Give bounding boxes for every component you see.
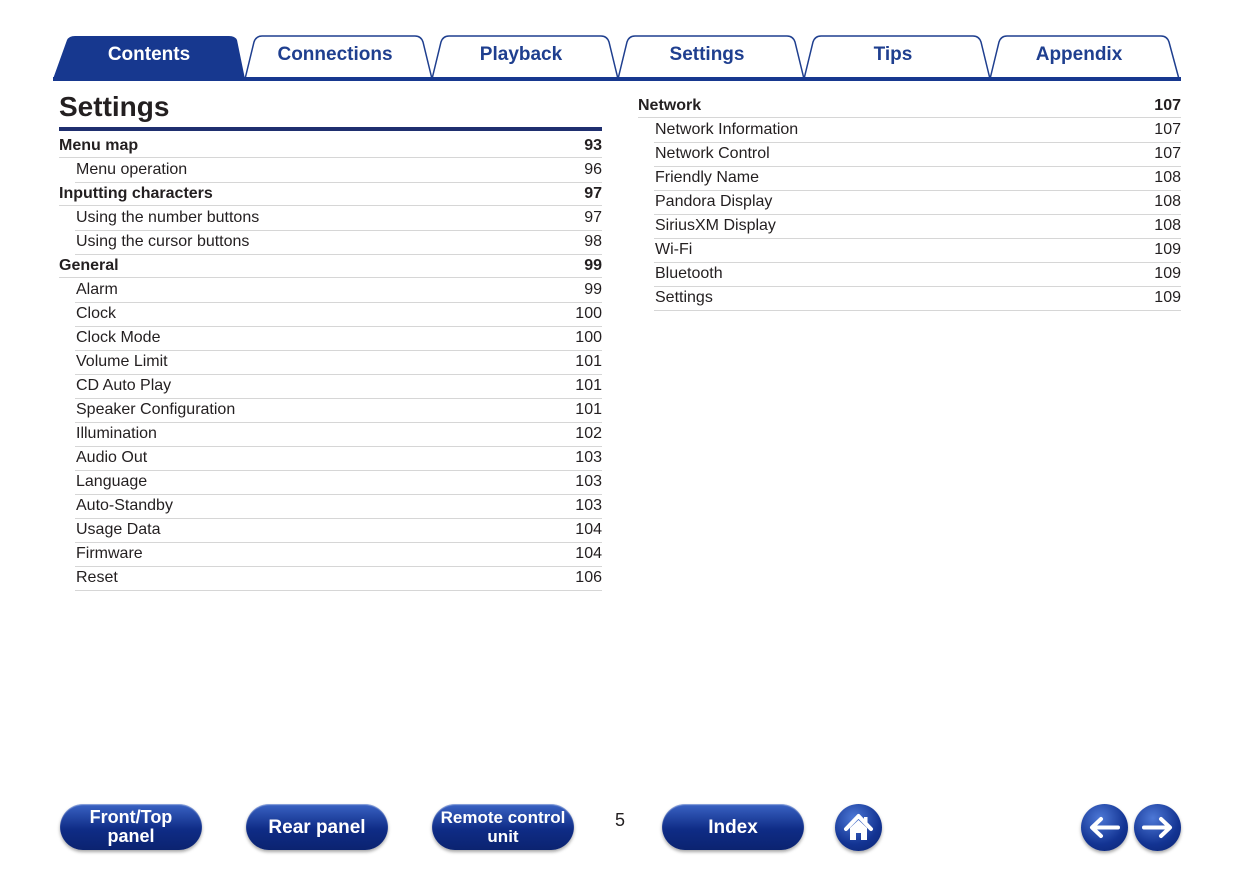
toc-entry-label: CD Auto Play xyxy=(76,377,172,394)
toc-entry-label: Network xyxy=(638,97,702,114)
toc-entry[interactable] xyxy=(638,238,1181,262)
tab-bar xyxy=(53,34,1181,81)
toc-entry[interactable] xyxy=(638,286,1181,310)
toc-entry-page: 107 xyxy=(1154,145,1181,162)
toc-entry-page: 102 xyxy=(575,425,602,442)
toc-entry[interactable] xyxy=(638,190,1181,214)
toc-entry-label: Speaker Configuration xyxy=(76,401,236,418)
toc-entry-label: Firmware xyxy=(76,545,143,562)
toc-entry-page: 104 xyxy=(575,521,602,538)
toc-entry-page: 107 xyxy=(1154,97,1181,114)
toc-entry-label: Reset xyxy=(76,569,118,586)
left-toc xyxy=(59,134,602,590)
toc-entry[interactable] xyxy=(59,326,602,350)
remote-control-label-line2: unit xyxy=(487,827,519,846)
toc-entry-label: Bluetooth xyxy=(655,265,723,282)
toc-entry-page: 97 xyxy=(584,209,602,226)
toc-entry[interactable] xyxy=(59,206,602,230)
arrow-right-icon xyxy=(1134,804,1181,851)
toc-entry-label: Menu map xyxy=(59,137,139,154)
toc-entry-label: Friendly Name xyxy=(655,169,760,186)
rear-panel-button[interactable] xyxy=(246,804,388,850)
toc-entry-page: 107 xyxy=(1154,121,1181,138)
tab-contents[interactable]: Contents xyxy=(107,44,191,65)
toc-entry-label: Using the number buttons xyxy=(76,209,260,226)
index-button[interactable] xyxy=(662,804,804,850)
toc-entry[interactable] xyxy=(638,118,1181,142)
toc-entry-page: 100 xyxy=(575,305,602,322)
toc-entry[interactable] xyxy=(59,470,602,494)
toc-entry-page: 100 xyxy=(575,329,602,346)
toc-entry-label: Menu operation xyxy=(76,161,188,178)
toc-entry-page: 96 xyxy=(584,161,602,178)
toc-entry-page: 108 xyxy=(1154,193,1181,210)
page-number: 5 xyxy=(614,810,625,830)
toc-entry-page: 93 xyxy=(584,137,602,154)
remote-control-label-line1: Remote control xyxy=(440,808,566,827)
toc-entry[interactable] xyxy=(59,398,602,422)
toc-entry[interactable] xyxy=(59,446,602,470)
home-button[interactable] xyxy=(835,804,882,851)
home-icon xyxy=(835,804,882,851)
toc-entry-label: Clock Mode xyxy=(76,329,161,346)
toc-entry-label: Clock xyxy=(76,305,117,322)
tab-playback[interactable]: Playback xyxy=(479,44,563,65)
toc-entry[interactable] xyxy=(59,158,602,182)
toc-entry-page: 108 xyxy=(1154,169,1181,186)
tab-appendix[interactable]: Appendix xyxy=(1035,44,1123,65)
toc-entry[interactable] xyxy=(59,302,602,326)
toc-entry-label: Wi-Fi xyxy=(655,241,693,258)
toc-entry-label: Inputting characters xyxy=(59,185,213,202)
toc-entry[interactable] xyxy=(59,566,602,590)
arrow-left-icon xyxy=(1081,804,1128,851)
toc-entry-label: Volume Limit xyxy=(76,353,168,370)
right-toc xyxy=(638,94,1181,310)
toc-entry-page: 99 xyxy=(584,281,602,298)
toc-entry[interactable] xyxy=(59,350,602,374)
toc-entry-label: Language xyxy=(76,473,148,490)
front-top-panel-label-line2: panel xyxy=(107,826,155,846)
toc-entry-page: 101 xyxy=(575,401,602,418)
toc-entry-page: 99 xyxy=(584,257,602,274)
toc-entry-page: 109 xyxy=(1154,241,1181,258)
toc-entry[interactable] xyxy=(59,374,602,398)
toc-entry[interactable] xyxy=(59,230,602,254)
remote-control-unit-button[interactable] xyxy=(432,804,574,850)
toc-entry-label: Network Control xyxy=(655,145,770,162)
front-top-panel-button[interactable] xyxy=(60,804,202,850)
toc-entry-page: 101 xyxy=(575,353,602,370)
tab-baseline xyxy=(53,77,1181,81)
toc-heading[interactable] xyxy=(638,94,1181,118)
toc-entry-label: Using the cursor buttons xyxy=(76,233,250,250)
toc-entry-label: Usage Data xyxy=(76,521,161,538)
toc-entry-page: 109 xyxy=(1154,265,1181,282)
toc-entry-label: Pandora Display xyxy=(655,193,773,210)
toc-heading[interactable] xyxy=(59,254,602,278)
toc-entry-page: 104 xyxy=(575,545,602,562)
tab-tips[interactable]: Tips xyxy=(873,44,913,65)
toc-entry[interactable] xyxy=(59,422,602,446)
toc-entry-label: Illumination xyxy=(76,425,157,442)
front-top-panel-label-line1: Front/Top xyxy=(89,807,173,827)
toc-entry-page: 98 xyxy=(584,233,602,250)
toc-entry-page: 97 xyxy=(584,185,602,202)
tab-connections[interactable]: Connections xyxy=(277,44,393,65)
toc-entry-label: Alarm xyxy=(76,281,118,298)
toc-entry-page: 103 xyxy=(575,497,602,514)
toc-entry-page: 103 xyxy=(575,473,602,490)
toc-entry-label: Auto-Standby xyxy=(76,497,173,514)
toc-entry[interactable] xyxy=(638,166,1181,190)
toc-heading[interactable] xyxy=(59,134,602,158)
toc-entry-page: 106 xyxy=(575,569,602,586)
toc-entry[interactable] xyxy=(638,214,1181,238)
toc-entry-label: Network Information xyxy=(655,121,799,138)
forward-button[interactable] xyxy=(1134,804,1181,851)
toc-entry-page: 109 xyxy=(1154,289,1181,306)
rear-panel-label: Rear panel xyxy=(268,816,366,838)
toc-entry[interactable] xyxy=(59,494,602,518)
toc-entry-page: 108 xyxy=(1154,217,1181,234)
toc-entry-page: 103 xyxy=(575,449,602,466)
tab-settings[interactable]: Settings xyxy=(669,44,745,65)
toc-entry[interactable] xyxy=(59,518,602,542)
back-button[interactable] xyxy=(1081,804,1128,851)
toc-entry[interactable] xyxy=(59,542,602,566)
toc-entry[interactable] xyxy=(638,262,1181,286)
index-label: Index xyxy=(708,816,758,838)
page-title: Settings xyxy=(59,91,170,122)
toc-heading[interactable] xyxy=(59,182,602,206)
toc-entry[interactable] xyxy=(59,278,602,302)
toc-entry-page: 101 xyxy=(575,377,602,394)
toc-entry-label: Settings xyxy=(655,289,713,306)
toc-entry-label: Audio Out xyxy=(76,449,148,466)
title-rule xyxy=(59,127,602,131)
toc-entry[interactable] xyxy=(638,142,1181,166)
toc-entry-label: SiriusXM Display xyxy=(655,217,776,234)
toc-entry-label: General xyxy=(59,257,119,274)
